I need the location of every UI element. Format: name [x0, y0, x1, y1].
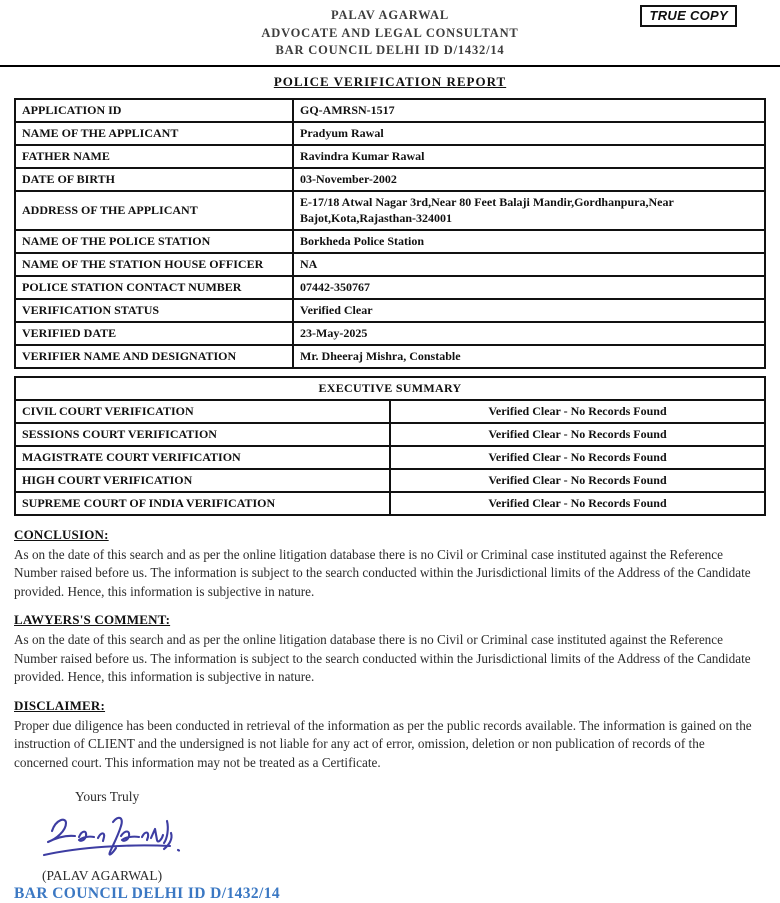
letterhead-bar-id: BAR COUNCIL DELHI ID D/1432/14 [275, 43, 505, 57]
detail-label: VERIFIED DATE [15, 322, 293, 345]
detail-value: Ravindra Kumar Rawal [293, 145, 765, 168]
table-row [15, 276, 765, 299]
table-row [15, 345, 765, 368]
summary-value: Verified Clear - No Records Found [390, 400, 765, 423]
detail-label: NAME OF THE POLICE STATION [15, 230, 293, 253]
signature-strokes [36, 809, 191, 871]
detail-label: VERIFICATION STATUS [15, 299, 293, 322]
table-row [15, 122, 765, 145]
summary-label: HIGH COURT VERIFICATION [15, 469, 390, 492]
detail-value: NA [293, 253, 765, 276]
summary-label: SUPREME COURT OF INDIA VERIFICATION [15, 492, 390, 515]
lawyers-comment-heading: LAWYERS'S COMMENT: [14, 612, 171, 627]
report-title: POLICE VERIFICATION REPORT [273, 73, 507, 89]
lawyers-comment-body: As on the date of this search and as per the online litigation database there is no Civil or Criminal case instituted against the Reference Number raised before us. The information is subject to the search conducted within the Jurisdictional limits of the Address of the Candidate provided. Hence, this information is subjective in nature. [14, 632, 751, 684]
detail-label: POLICE STATION CONTACT NUMBER [15, 276, 293, 299]
letterhead-title: ADVOCATE AND LEGAL CONSULTANT [261, 25, 519, 40]
table-row [15, 377, 765, 400]
summary-value: Verified Clear - No Records Found [390, 469, 765, 492]
table-row [15, 299, 765, 322]
table-row [15, 168, 765, 191]
detail-value: Pradyum Rawal [293, 122, 765, 145]
table-row [15, 469, 765, 492]
disclaimer-heading: DISCLAIMER: [14, 697, 106, 713]
table-row [15, 99, 765, 122]
detail-value: Mr. Dheeraj Mishra, Constable [293, 345, 765, 368]
detail-label: VERIFIER NAME AND DESIGNATION [15, 345, 293, 368]
table-row [15, 423, 765, 446]
signatory-name: (PALAV AGARWAL) [42, 868, 163, 883]
conclusion-body: As on the date of this search and as per the online litigation database there is no Civil or Criminal case instituted against the Reference Number raised before us. The information is subject to the search conducted within the Jurisdictional limits of the Address of the Candidate provided. Hence, this information is subjective in nature. [14, 546, 751, 599]
detail-value: GQ-AMRSN-1517 [293, 99, 765, 122]
header-divider [0, 65, 780, 67]
detail-label: ADDRESS OF THE APPLICANT [15, 191, 293, 230]
conclusion-section [14, 527, 766, 602]
signature-image [36, 809, 780, 871]
summary-value: Verified Clear - No Records Found [390, 446, 765, 469]
detail-value: Borkheda Police Station [293, 230, 765, 253]
disclaimer-body: Proper due diligence has been conducted in retrieval of the information as per the public records available. The information is gained on the instruction of CLIENT and the undersigned is not liable for any act of error, omission, deletion or non publication of records of the concerned court. This information may not be treated as a Certificate. [14, 717, 752, 770]
detail-value: 03-November-2002 [293, 168, 765, 191]
closing-text: Yours Truly [75, 789, 140, 804]
letterhead-name: PALAV AGARWAL [331, 8, 449, 22]
table-row [15, 492, 765, 515]
summary-label: SESSIONS COURT VERIFICATION [15, 423, 390, 446]
table-row [15, 145, 765, 168]
detail-label: NAME OF THE STATION HOUSE OFFICER [15, 253, 293, 276]
summary-label: CIVIL COURT VERIFICATION [15, 400, 390, 423]
lawyers-comment-section [14, 612, 766, 687]
summary-value: Verified Clear - No Records Found [390, 492, 765, 515]
detail-label: NAME OF THE APPLICANT [15, 122, 293, 145]
detail-value: E-17/18 Atwal Nagar 3rd,Near 80 Feet Balaji Mandir,Gordhanpura,Near Bajot,Kota,Rajasthan-324001 [293, 191, 765, 230]
table-row [15, 253, 765, 276]
table-row [15, 230, 765, 253]
bar-council-line: BAR COUNCIL DELHI ID D/1432/14 [14, 885, 281, 902]
table-row [15, 400, 765, 423]
detail-label: FATHER NAME [15, 145, 293, 168]
detail-label: APPLICATION ID [15, 99, 293, 122]
detail-value: Verified Clear [293, 299, 765, 322]
summary-label: MAGISTRATE COURT VERIFICATION [15, 446, 390, 469]
table-row [15, 191, 765, 230]
table-row [15, 446, 765, 469]
summary-value: Verified Clear - No Records Found [390, 423, 765, 446]
executive-summary-header: EXECUTIVE SUMMARY [15, 377, 765, 400]
disclaimer-section [14, 698, 766, 773]
detail-label: DATE OF BIRTH [15, 168, 293, 191]
conclusion-heading: CONCLUSION: [14, 526, 109, 542]
executive-summary-table [14, 376, 766, 516]
true-copy-stamp: TRUE COPY [640, 5, 737, 27]
details-table [14, 98, 766, 369]
detail-value: 07442-350767 [293, 276, 765, 299]
detail-value: 23-May-2025 [293, 322, 765, 345]
table-row [15, 322, 765, 345]
